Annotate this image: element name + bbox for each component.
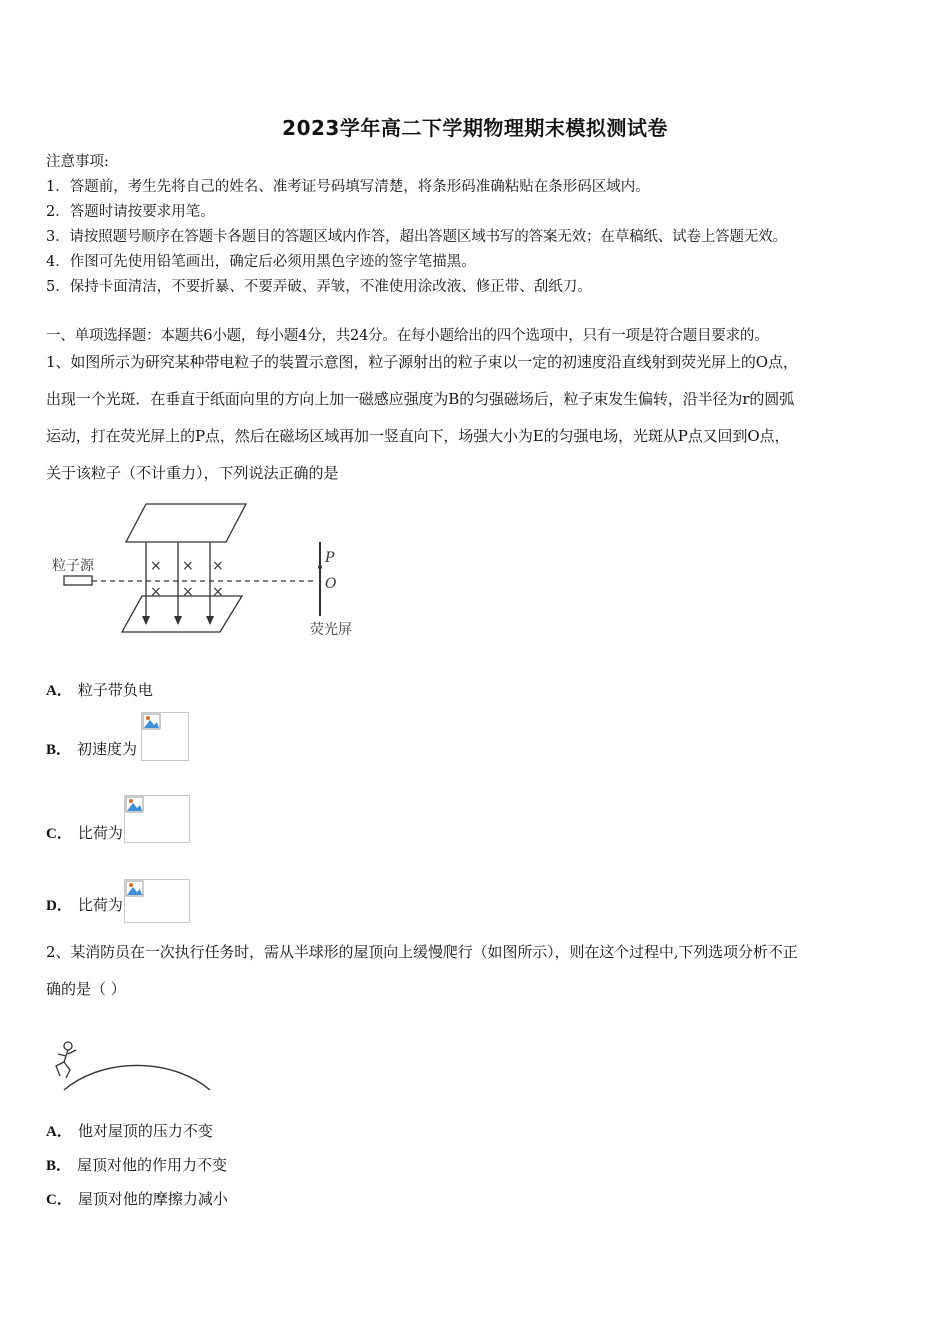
broken-image-placeholder [141,712,189,761]
option-text: 屋顶对他的作用力不变 [77,1156,228,1174]
notice-item: 4．作图可先使用铅笔画出，确定后必须用黑色字迹的签字笔描黑。 [46,254,476,270]
source-label: 粒子源 [52,558,94,574]
field-cross: × [212,558,224,574]
option-b [46,739,137,760]
hemisphere-roof-figure [46,1010,226,1094]
option-a [46,1121,213,1142]
question-2-line: 确的是（ ） [46,980,126,998]
page-title: 2023学年高二下学期物理期末模拟测试卷 [282,116,668,140]
particle-apparatus-figure [46,496,386,646]
option-letter: C． [46,826,72,842]
question-1-line: 出现一个光斑．在垂直于纸面向里的方向上加一磁感应强度为B的匀强磁场后，粒子束发生偏转，沿半径为r的圆弧 [46,390,795,408]
option-letter: A． [46,683,72,699]
p-label: P [325,550,335,566]
notice-item: 3．请按照题号顺序在答题卡各题目的答题区域内作答，超出答题区域书写的答案无效；在草稿纸、试卷上答题无效。 [46,229,787,245]
option-text: 比荷为 [77,896,123,914]
field-cross: × [182,584,194,600]
screen-label: 荧光屏 [310,622,352,638]
broken-image-icon [125,880,145,898]
lower-plate [122,596,242,632]
question-1-line: 关于该粒子（不计重力），下列说法正确的是 [46,464,339,482]
option-letter: D． [46,898,72,914]
field-cross: × [182,558,194,574]
particle-source [64,576,92,585]
option-c [46,1189,228,1210]
upper-plate [126,504,246,542]
field-cross: × [150,584,162,600]
option-text: 屋顶对他的摩擦力减小 [77,1190,228,1208]
broken-image-icon [125,796,145,814]
question-2-line: 2、某消防员在一次执行任务时，需从半球形的屋顶向上缓慢爬行（如图所示），则在这个过程中,下列选项分析不正 [46,943,798,961]
option-letter: B． [46,742,72,758]
notice-item: 5．保持卡面清洁，不要折暴、不要弄破、弄皱，不准使用涂改液、修正带、刮纸刀。 [46,279,592,295]
field-cross: × [212,584,224,600]
option-c [46,823,123,844]
option-text: 初速度为 [77,740,138,758]
option-letter: C． [46,1192,72,1208]
question-1-line: 1、如图所示为研究某种带电粒子的装置示意图，粒子源射出的粒子束以一定的初速度沿直线射到荧光屏上的O点， [46,353,798,371]
field-cross: × [150,558,162,574]
notice-item: 1．答题前，考生先将自己的姓名、准考证号码填写清楚，将条形码准确粘贴在条形码区域内。 [46,179,650,195]
option-letter: B． [46,1158,72,1174]
option-text: 粒子带负电 [77,681,153,699]
option-d [46,895,123,916]
section-heading: 一、单项选择题：本题共6小题，每小题4分，共24分。在每小题给出的四个选项中，只有一项是符合题目要求的。 [46,328,769,344]
roof-arc [64,1065,210,1090]
broken-image-placeholder [124,795,190,843]
broken-image-placeholder [124,879,190,923]
broken-image-icon [142,713,162,731]
option-a [46,680,153,701]
o-label: O [325,576,337,592]
option-text: 比荷为 [77,824,123,842]
notice-item: 2．答题时请按要求用笔。 [46,204,215,220]
option-b [46,1155,227,1176]
option-text: 他对屋顶的压力不变 [77,1122,213,1140]
option-letter: A． [46,1124,72,1140]
firefighter-icon [56,1042,76,1078]
notice-heading: 注意事项: [46,154,109,170]
question-1-line: 运动，打在荧光屏上的P点，然后在磁场区域再加一竖直向下，场强大小为E的匀强电场，光斑从P点又回到O点， [46,427,790,445]
